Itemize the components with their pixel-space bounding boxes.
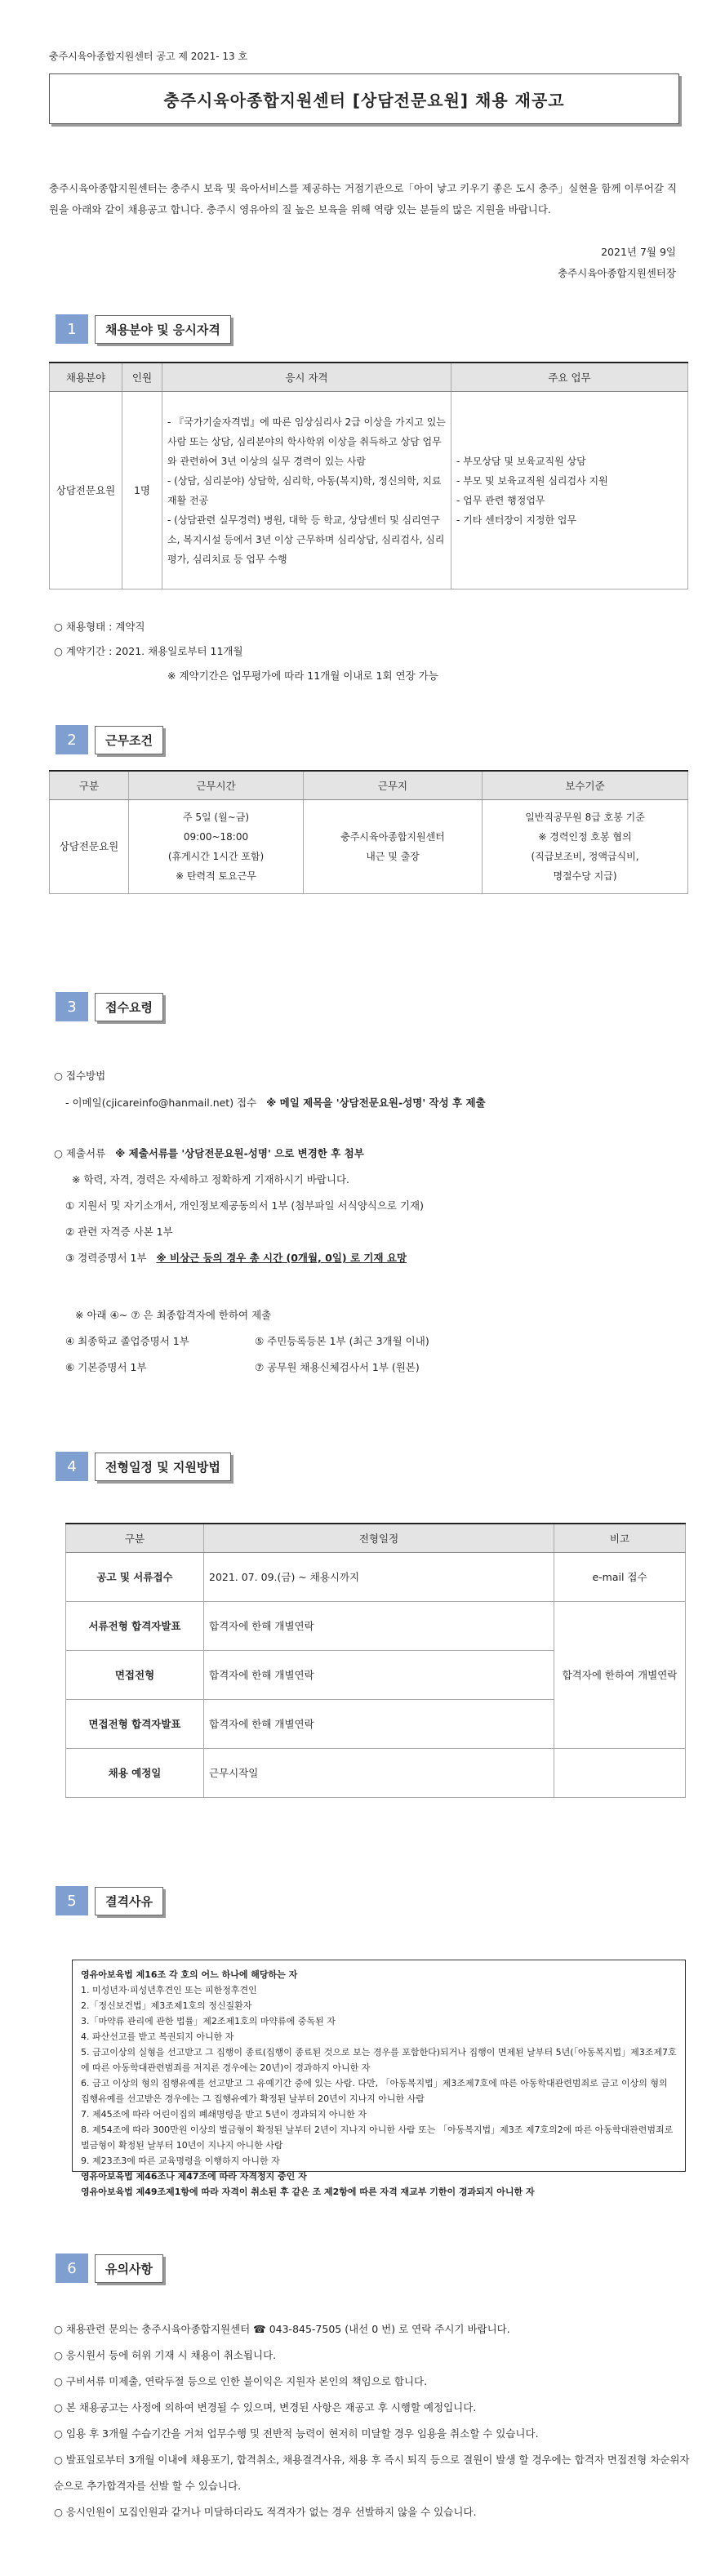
disq-line: 영유아보육법 제49조제1항에 따라 자격이 취소된 후 같은 조 제2항에 따른 자격 재교부 기한이 경과되지 아니한 자 — [81, 2187, 535, 2197]
duties-cell — [451, 392, 688, 589]
schedule-label: 채용 예정일 — [66, 1749, 204, 1798]
disq-line: 영유아보육법 제16조 각 호의 어느 하나에 해당하는 자 — [81, 1969, 298, 1980]
signer: 충주시육아종합지원센터장 — [558, 267, 676, 279]
col-header: 근무시간 — [129, 771, 304, 800]
duty-item: - 부모상담 및 보육교직원 상담 — [456, 455, 586, 467]
docs-note-bold: ※ 제출서류를 '상담전문요원-성명' 으로 변경한 후 첨부 — [115, 1147, 364, 1159]
place-line: 충주시육아종합지원센터 — [340, 831, 445, 843]
method-line — [65, 1092, 486, 1114]
section-number: 5 — [56, 1886, 88, 1915]
doc-item: ④ 최종학교 졸업증명서 1부 — [65, 1335, 189, 1347]
section-title: 전형일정 및 지원방법 — [95, 1453, 231, 1481]
schedule-note: 합격자에 한하여 개별연락 — [554, 1602, 686, 1749]
schedule-label: 공고 및 서류접수 — [66, 1553, 204, 1602]
pay-cell — [483, 800, 688, 894]
section-1-heading — [56, 314, 231, 344]
hours-line: 09:00~18:00 — [183, 831, 249, 843]
notice-date-block — [558, 242, 676, 284]
schedule-value: 2021. 07. 09.(금) ~ 채용시까지 — [204, 1553, 554, 1602]
disq-line: 9. 제23조3에 따른 교육명령을 이행하지 아니한 자 — [81, 2156, 280, 2166]
doc-item-note: ※ 비상근 등의 경우 총 시간 (0개월, 0일) 로 기재 요망 — [156, 1252, 407, 1264]
section-2-heading — [56, 725, 163, 754]
note-item: ○ 본 채용공고는 사정에 의하여 변경될 수 있으며, 변경된 사항은 재공고 후 시행할 예정입니다. — [54, 2401, 477, 2414]
note-item: ○ 응시원서 등에 허위 기재 시 채용이 취소됩니다. — [54, 2349, 277, 2361]
duty-item: - 업무 관련 행정업무 — [456, 494, 545, 506]
pay-line: (직급보조비, 정액급식비, — [531, 851, 639, 862]
contract-period-note: ※ 계약기간은 업무평가에 따라 11개월 이내로 1회 연장 가능 — [167, 670, 438, 682]
qualification-item: - (상담, 심리분야) 상담학, 심리학, 아동(복지)학, 정신의학, 치료재활 전공 — [167, 474, 442, 506]
col-header: 구분 — [66, 1524, 204, 1553]
doc-item: ⑥ 기본증명서 1부 — [65, 1361, 147, 1373]
docs-heading-line — [54, 1143, 364, 1164]
pay-line: 일반직공무원 8급 호봉 기준 — [525, 812, 645, 823]
section-title: 유의사항 — [95, 2254, 163, 2283]
place-cell — [304, 800, 483, 894]
disq-line: 4. 파산선고를 받고 복권되지 아니한 자 — [81, 2031, 234, 2042]
doc-item: ⑦ 공무원 채용신체검사서 1부 (원본) — [255, 1361, 420, 1373]
duty-item: - 기타 센터장이 지정한 업무 — [456, 514, 577, 526]
col-header: 전형일정 — [204, 1524, 554, 1553]
place-line: 내근 및 출장 — [366, 851, 420, 862]
employment-type: ○ 채용형태 : 계약직 — [54, 621, 145, 633]
table-work-conditions — [49, 770, 688, 894]
note-item: ○ 응시인원이 모집인원과 같거나 미달하더라도 적격자가 없는 경우 선발하지 않을 수 있습니다. — [54, 2506, 477, 2518]
disq-line: 7. 제45조에 따라 어린이집의 폐쇄명령을 받고 5년이 경과되지 아니한 자 — [81, 2109, 367, 2120]
section-number: 6 — [56, 2253, 88, 2283]
section-number: 2 — [56, 725, 88, 754]
count-cell: 1명 — [122, 392, 162, 589]
section-title: 접수요령 — [95, 993, 163, 1021]
schedule-label: 서류전형 합격자발표 — [66, 1602, 204, 1651]
doc-item: ③ 경력증명서 1부 — [65, 1252, 147, 1264]
disq-line: 5. 금고이상의 실형을 선고받고 그 집행이 종료(집행이 종료된 것으로 보는 경우를 포함한다)되거나 집행이 면제된 날부터 5년(「아동복지법」제3조제7호에 따른 아동학대관련범죄를 저지른 경우에는 20년)이 경과하지 아니한 자 — [81, 2047, 677, 2073]
page-title: 충주시육아종합지원센터 [상담전문요원] 채용 재공고 — [49, 73, 679, 124]
table-recruitment — [49, 362, 688, 589]
disq-line: 2.「정신보건법」제3조제1호의 정신질환자 — [81, 2000, 252, 2011]
doc-item: ② 관련 자격증 사본 1부 — [65, 1226, 173, 1238]
disq-line: 8. 제54조에 따라 300만원 이상의 벌금형이 확정된 날부터 2년이 지나지 아니한 사람 또는 「아동복지법」제3조 제7호의2에 따른 아동학대관련범죄로 벌금형이 확정된 날부터 10년이 지나지 아니한 사람 — [81, 2124, 674, 2151]
doc-item: ⑤ 주민등록등본 1부 (최근 3개월 이내) — [255, 1335, 429, 1347]
disq-line: 6. 금고 이상의 형의 집행유예를 선고받고 그 유예기간 중에 있는 사람. 다만, 「아동복지법」제3조제7호에 따른 아동학대관련범죄로 금고 이상의 형의 집행유예를 선고받은 경우에는 그 집행유예가 확정된 날부터 20년이 지나지 아니한 사람 — [81, 2078, 668, 2104]
table-schedule — [65, 1523, 686, 1798]
docs-note: ※ 학력, 자격, 경력은 자세하고 정확하게 기재하시기 바랍니다. — [72, 1173, 350, 1186]
schedule-note — [554, 1749, 686, 1798]
doc-item: ① 지원서 및 자기소개서, 개인정보제공동의서 1부 (첨부파일 서식양식으로 기재) — [65, 1199, 424, 1212]
section-3-heading — [56, 992, 163, 1021]
section-title: 근무조건 — [95, 726, 163, 754]
field-cell: 상담전문요원 — [50, 392, 122, 589]
docs-heading: ○ 제출서류 — [54, 1147, 106, 1159]
qualification-item: - 『국가기술자격법』에 따른 임상심리사 2급 이상을 가지고 있는 사람 또는 상담, 심리분야의 학사학위 이상을 취득하고 상담 업무와 관련하여 3년 이상의 실무 경력이 있는 사람 — [167, 416, 446, 467]
field-cell: 상담전문요원 — [50, 800, 129, 894]
schedule-value: 합격자에 한해 개별연락 — [204, 1602, 554, 1651]
note-item: ○ 구비서류 미제출, 연락두절 등으로 인한 불이익은 지원자 본인의 책임으로 합니다. — [54, 2375, 428, 2387]
hours-line: 주 5일 (월~금) — [182, 812, 250, 823]
hours-line: ※ 탄력적 토요근무 — [176, 870, 256, 882]
final-note: ※ 아래 ④~ ⑦ 은 최종합격자에 한하여 제출 — [75, 1309, 272, 1321]
notice-date: 2021년 7월 9일 — [601, 246, 676, 258]
notice-number: 충주시육아종합지원센터 공고 제 2021- 13 호 — [49, 51, 248, 62]
disq-line: 1. 미성년자·피성년후견인 또는 피한정후견인 — [81, 1985, 257, 1995]
contract-period: ○ 계약기간 : 2021. 채용일로부터 11개월 — [54, 645, 243, 657]
section-4-heading — [56, 1452, 231, 1481]
method-email: - 이메일(cjicareinfo@hanmail.net) 접수 — [65, 1097, 257, 1109]
col-header: 보수기준 — [483, 771, 688, 800]
schedule-value: 합격자에 한해 개별연락 — [204, 1700, 554, 1749]
pay-line: ※ 경력인정 호봉 협의 — [538, 831, 632, 843]
section-title: 결격사유 — [95, 1887, 163, 1915]
col-header: 비고 — [554, 1524, 686, 1553]
disq-line: 영유아보육법 제46조나 제47조에 따라 자격정지 중인 자 — [81, 2171, 307, 2182]
disq-line: 3.「마약류 관리에 관한 법률」제2조제1호의 마약류에 중독된 자 — [81, 2016, 336, 2027]
section-5-heading — [56, 1886, 163, 1915]
intro-text: 충주시육아종합지원센터는 충주시 보육 및 육아서비스를 제공하는 거점기관으로「아이 낳고 키우기 좋은 도시 충주」실현을 함께 이루어갈 직원을 아래와 같이 채용공고 합니다. 충주시 영유아의 질 높은 보육을 위해 역량 있는 분들의 많은 지원을 바랍니다. — [49, 182, 677, 216]
disqualification-box — [72, 1960, 686, 2197]
section-number: 4 — [56, 1452, 88, 1481]
section-number: 1 — [56, 314, 88, 344]
schedule-label: 면접전형 — [66, 1651, 204, 1700]
col-header: 채용분야 — [50, 363, 122, 392]
doc-item-3 — [65, 1248, 407, 1269]
schedule-value: 근무시작일 — [204, 1749, 554, 1798]
schedule-note: e-mail 접수 — [554, 1553, 686, 1602]
section-6-heading — [56, 2253, 163, 2283]
schedule-value: 합격자에 한해 개별연락 — [204, 1651, 554, 1700]
schedule-label: 면접전형 합격자발표 — [66, 1700, 204, 1749]
col-header: 인원 — [122, 363, 162, 392]
col-header: 근무지 — [304, 771, 483, 800]
section-number: 3 — [56, 992, 88, 1021]
notes-list — [54, 2316, 699, 2525]
note-item: ○ 발표일로부터 3개월 이내에 채용포기, 합격취소, 채용결격사유, 채용 후 즉시 퇴직 등으로 결원이 발생 할 경우에는 합격자 면접전형 차순위자 순으로 추가합격자를 선발 할 수 있습니다. — [54, 2454, 690, 2492]
method-heading: ○ 접수방법 — [54, 1070, 106, 1082]
col-header: 주요 업무 — [451, 363, 688, 392]
note-item: ○ 임용 후 3개월 수습기간을 거쳐 업무수행 및 전반적 능력이 현저히 미달할 경우 임용을 취소할 수 있습니다. — [54, 2427, 539, 2440]
qualification-item: - (상담관련 실무경력) 병원, 대학 등 학교, 상담센터 및 심리연구소, 복지시설 등에서 3년 이상 근무하며 심리상담, 심리검사, 심리평가, 심리치료 등 업무 수행 — [167, 514, 445, 565]
col-header: 응시 자격 — [162, 363, 451, 392]
note-item: ○ 채용관련 문의는 충주시육아종합지원센터 ☎ 043-845-7505 (내선 0 번) 로 연락 주시기 바랍니다. — [54, 2323, 510, 2335]
col-header: 구분 — [50, 771, 129, 800]
pay-line: 명절수당 지급) — [553, 870, 617, 882]
qualification-cell — [162, 392, 451, 589]
hours-line: (휴게시간 1시간 포함) — [167, 851, 265, 862]
hours-cell — [129, 800, 304, 894]
section-title: 채용분야 및 응시자격 — [95, 315, 231, 344]
method-note: ※ 메일 제목을 '상담전문요원-성명' 작성 후 제출 — [266, 1097, 486, 1109]
duty-item: - 부모 및 보육교직원 심리검사 지원 — [456, 474, 608, 487]
